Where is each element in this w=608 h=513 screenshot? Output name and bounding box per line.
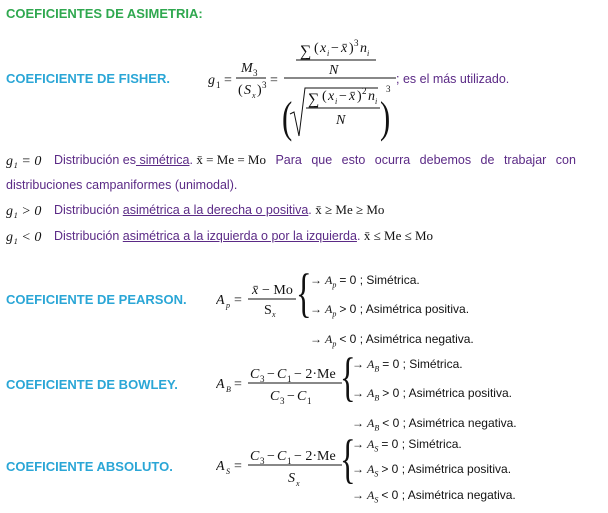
continuation-text: distribuciones campaniformes (unimodal). — [6, 178, 238, 192]
condition-relation: x̄ ≤ Me ≤ Mo — [363, 228, 434, 243]
absoluto-brace: { — [340, 429, 356, 489]
condition-link: simétrica — [135, 153, 190, 167]
condition-relation: x̄ ≥ Me ≥ Mo — [315, 202, 385, 217]
case-item: → $A_S < 0$ ; Asimétrica negativa. — [352, 487, 516, 505]
svg-text:S: S — [288, 471, 295, 486]
case-item: → $A_S = 0$ ; Simétrica. — [352, 437, 462, 454]
condition-text-b: . — [356, 229, 364, 243]
svg-text:B: B — [226, 385, 231, 394]
absoluto-cases — [352, 434, 516, 510]
svg-text:−: − — [267, 367, 275, 382]
case-item: → $A_S > 0$ ; Asimétrica positiva. — [352, 462, 512, 479]
case-item: → $A_p < 0$ ; Asimétrica negativa. — [310, 331, 474, 349]
svg-text:−: − — [267, 449, 275, 464]
svg-text:x̄: x̄ — [252, 283, 259, 298]
svg-text:x̄: x̄ — [341, 41, 348, 56]
case-item: → $A_B > 0$ ; Asimétrica positiva. — [352, 386, 512, 403]
case-label: < 0 ; Asimétrica negativa. — [381, 487, 516, 502]
svg-text:M: M — [241, 61, 253, 76]
pearson-cases — [310, 268, 474, 356]
svg-text:1: 1 — [287, 374, 292, 384]
case-label: = 0 ; Simétrica. — [339, 273, 420, 287]
condition-text — [54, 152, 576, 168]
svg-text:−: − — [339, 89, 347, 104]
svg-text:g: g — [208, 73, 215, 88]
condition-row — [6, 228, 41, 246]
case-label: > 0 ; Asimétrica positiva. — [381, 462, 512, 477]
svg-text:S: S — [264, 303, 272, 318]
svg-text:C: C — [297, 389, 307, 404]
svg-text:(: ( — [238, 83, 243, 98]
svg-text:C: C — [270, 389, 280, 404]
svg-text:i: i — [335, 97, 338, 106]
svg-text:i: i — [375, 97, 378, 106]
absoluto-heading: COEFICIENTE ABSOLUTO. — [6, 459, 173, 474]
svg-text:=: = — [270, 73, 278, 88]
svg-text:C: C — [277, 449, 287, 464]
case-label: = 0 ; Simétrica. — [381, 437, 462, 451]
svg-text:3: 3 — [253, 68, 258, 78]
svg-text:x: x — [252, 91, 256, 100]
condition-text-b: . — [189, 153, 197, 167]
condition-text-a: Distribución es — [54, 153, 136, 167]
condition-text — [54, 228, 433, 244]
fisher-heading: COEFICIENTE DE FISHER. — [6, 71, 170, 86]
svg-text:(: ( — [282, 93, 293, 143]
svg-text:(: ( — [322, 89, 327, 104]
svg-text:C: C — [277, 367, 287, 382]
absoluto-formula — [216, 446, 346, 493]
svg-text:x: x — [320, 41, 327, 56]
svg-text:A: A — [216, 293, 225, 308]
condition-text-b: . — [308, 203, 316, 217]
case-item: → $A_p = 0$ ; Simétrica. — [310, 273, 420, 290]
svg-text:S: S — [244, 83, 251, 98]
condition-text-c: Para que esto ocurra debemos de trabajar con — [265, 153, 576, 167]
pearson-formula — [216, 280, 302, 325]
case-label: < 0 ; Asimétrica negativa. — [339, 331, 474, 346]
case-label: = 0 ; Simétrica. — [382, 357, 463, 371]
case-label: > 0 ; Asimétrica positiva. — [382, 386, 512, 401]
condition-relation: x̄ = Me = Mo — [196, 152, 266, 167]
condition-expression: g₁ = 0 — [6, 154, 42, 169]
svg-text:C: C — [250, 449, 260, 464]
svg-text:x: x — [296, 479, 300, 488]
svg-text:(: ( — [314, 41, 319, 56]
svg-text:i: i — [327, 49, 330, 58]
svg-text:N: N — [336, 113, 346, 128]
condition-expression: g₁ > 0 — [6, 204, 42, 219]
svg-text:1: 1 — [307, 396, 312, 406]
svg-text:n: n — [368, 89, 375, 104]
condition-text-a: Distribución — [54, 203, 123, 217]
svg-text:− 2·Me: − 2·Me — [294, 367, 336, 382]
svg-text:n: n — [360, 41, 367, 56]
bowley-formula — [216, 364, 346, 411]
svg-text:x: x — [272, 310, 276, 319]
case-item: → $A_B = 0$ ; Simétrica. — [352, 357, 463, 374]
fisher-formula-graphic — [208, 36, 408, 144]
svg-text:): ) — [357, 89, 362, 104]
svg-text:−: − — [287, 389, 295, 404]
svg-text:1: 1 — [287, 456, 292, 466]
svg-text:=: = — [234, 293, 242, 308]
case-item: → $A_B < 0$ ; Asimétrica negativa. — [352, 415, 517, 433]
svg-text:N: N — [329, 63, 339, 78]
bowley-brace: { — [340, 347, 356, 407]
bowley-formula-graphic — [216, 364, 346, 406]
pearson-heading: COEFICIENTE DE PEARSON. — [6, 292, 187, 307]
svg-text:∑: ∑ — [300, 43, 312, 60]
svg-text:): ) — [349, 41, 354, 56]
condition-text-a: Distribución — [54, 229, 123, 243]
svg-text:x̄: x̄ — [349, 89, 356, 104]
svg-text:3: 3 — [262, 80, 267, 90]
svg-text:− Mo: − Mo — [262, 283, 293, 298]
svg-text:=: = — [234, 377, 242, 392]
bowley-heading: COEFICIENTE DE BOWLEY. — [6, 377, 178, 392]
svg-text:3: 3 — [386, 84, 391, 94]
pearson-formula-graphic — [216, 280, 302, 320]
svg-text:∑: ∑ — [308, 91, 320, 108]
svg-text:A: A — [216, 377, 225, 392]
condition-expression: g₁ < 0 — [6, 230, 42, 245]
svg-text:i: i — [367, 49, 370, 58]
svg-text:): ) — [380, 93, 391, 143]
condition-link: asimétrica a la izquierda o por la izquierda — [122, 229, 357, 243]
svg-text:1: 1 — [216, 80, 221, 90]
page-title: COEFICIENTES DE ASIMETRIA: — [6, 6, 203, 21]
case-item: → $A_p > 0$ ; Asimétrica positiva. — [310, 302, 470, 319]
pearson-brace: { — [296, 263, 312, 323]
bowley-cases — [352, 352, 517, 440]
svg-text:− 2·Me: − 2·Me — [294, 449, 336, 464]
svg-text:2: 2 — [362, 86, 367, 96]
svg-text:S: S — [226, 467, 230, 476]
svg-text:): ) — [257, 83, 262, 98]
case-label: > 0 ; Asimétrica positiva. — [339, 302, 470, 317]
absoluto-formula-graphic — [216, 446, 346, 488]
svg-text:=: = — [224, 73, 232, 88]
svg-text:3: 3 — [354, 38, 359, 48]
svg-text:A: A — [216, 459, 225, 474]
svg-text:C: C — [250, 367, 260, 382]
svg-text:=: = — [234, 459, 242, 474]
svg-text:p: p — [226, 301, 230, 310]
condition-link: asimétrica a la derecha o positiva — [122, 203, 309, 217]
condition-row — [6, 202, 41, 220]
condition-row — [6, 152, 41, 170]
svg-text:3: 3 — [260, 456, 265, 466]
svg-text:3: 3 — [280, 396, 285, 406]
svg-text:−: − — [331, 41, 339, 56]
svg-text:x: x — [328, 89, 335, 104]
condition-text — [54, 202, 384, 218]
svg-text:3: 3 — [260, 374, 265, 384]
fisher-note: ; es el más utilizado. — [396, 72, 510, 86]
case-label: < 0 ; Asimétrica negativa. — [382, 415, 517, 430]
